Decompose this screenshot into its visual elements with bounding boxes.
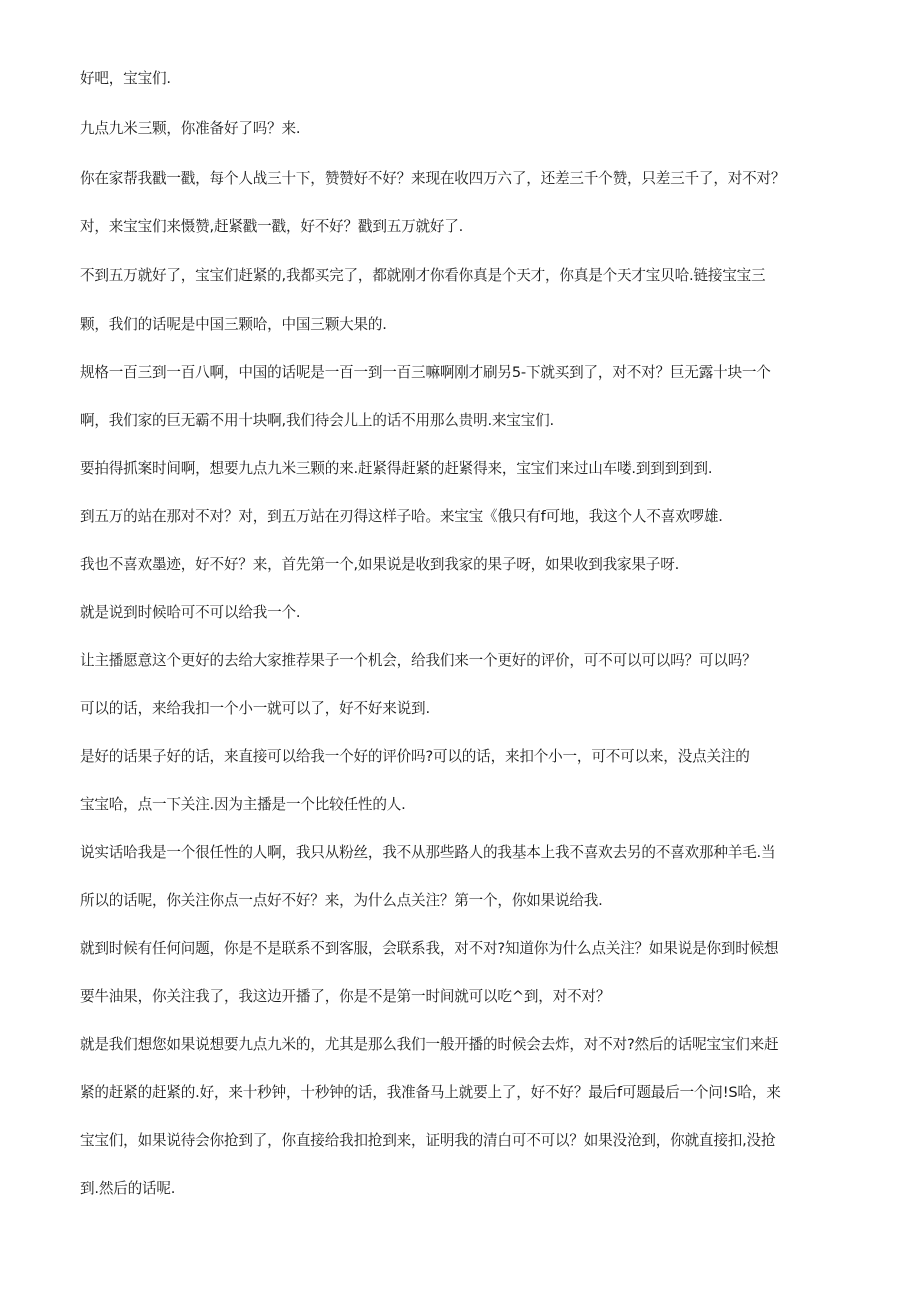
text-line: 九点九米三颗，你准备好了吗？来. xyxy=(80,120,301,137)
text-line: 就是说到时候哈可不可以给我一个. xyxy=(80,604,301,621)
text-line: 颗，我们的话呢是中国三颗哈，中国三颗大果的. xyxy=(80,316,387,333)
text-line: 好吧，宝宝们. xyxy=(80,70,171,87)
text-line: 我也不喜欢墨迹，好不好？来，首先第一个,如果说是收到我家的果子呀，如果收到我家果子呀. xyxy=(80,556,680,573)
text-line: 宝宝哈，点一下关注.因为主播是一个比较任性的人. xyxy=(80,796,406,813)
text-line: 宝宝们，如果说待会你抢到了，你直接给我扣抢到来，证明我的清白可不可以？如果没沧到，你就直接扣,没抢 xyxy=(80,1132,776,1149)
text-line: 可以的话，来给我扣一个小一就可以了，好不好来说到. xyxy=(80,700,430,717)
text-line: 要拍得抓案时间啊，想要九点九米三颗的来.赶紧得赶紧的赶紧得来，宝宝们来过山车喽.到到到到到. xyxy=(80,460,713,477)
text-line: 让主播愿意这个更好的去给大家推荐果子一个机会，给我们来一个更好的评价，可不可以可以吗？可以吗？ xyxy=(80,652,757,669)
text-line: 不到五万就好了，宝宝们赶紧的,我都买完了，都就刚才你看你真是个天才，你真是个天才宝贝哈.链接宝宝三 xyxy=(80,267,766,284)
text-line: 就到时候有任何问题，你是不是联系不到客服，会联系我，对不对?知道你为什么点关注？如果说是你到时候想 xyxy=(80,940,779,957)
text-line: 你在家帮我戳一戳，每个人战三十下，赞赞好不好？来现在收四万六了，还差三千个赞，只差三千了，对不对？ xyxy=(80,170,786,187)
text-line: 说实话哈我是一个很任性的人啊，我只从粉丝，我不从那些路人的我基本上我不喜欢去另的不喜欢那种羊毛.当 xyxy=(80,844,776,861)
text-line: 规格一百三到一百八啊，中国的话呢是一百一到一百三嘛啊刚才刷另5-下就买到了，对不对？巨无露十块一个 xyxy=(80,364,771,381)
text-line: 到.然后的话呢. xyxy=(80,1180,176,1197)
text-line: 紧的赶紧的赶紧的.好，来十秒钟，十秒钟的话，我准备马上就要上了，好不好？最后f可题最后一个问!S哈，来 xyxy=(80,1084,781,1101)
text-line: 对，来宝宝们来慑赞,赶紧戳一戳，好不好？戳到五万就好了. xyxy=(80,218,464,235)
text-line: 是好的话果子好的话，来直接可以给我一个好的评价吗?可以的话，来扣个小一，可不可以来，没点关注的 xyxy=(80,748,750,765)
text-line: 就是我们想您如果说想要九点九米的，尤其是那么我们一般开播的时候会去炸，对不对?然后的话呢宝宝们来赶 xyxy=(80,1036,779,1053)
text-line: 啊，我们家的巨无霸不用十块啊,我们待会儿上的话不用那么贵明.来宝宝们. xyxy=(80,412,554,429)
text-line: 到五万的站在那对不对？对，到五万站在刃得这样子哈。来宝宝《俄只有f可地，我这个人不喜欢啰雄. xyxy=(80,508,723,525)
text-line: 要牛油果，你关注我了，我这边开播了，你是不是第一时间就可以吃^到，对不对？ xyxy=(80,988,611,1005)
text-line: 所以的话呢，你关注你点一点好不好？来，为什么点关注？第一个，你如果说给我. xyxy=(80,892,603,909)
